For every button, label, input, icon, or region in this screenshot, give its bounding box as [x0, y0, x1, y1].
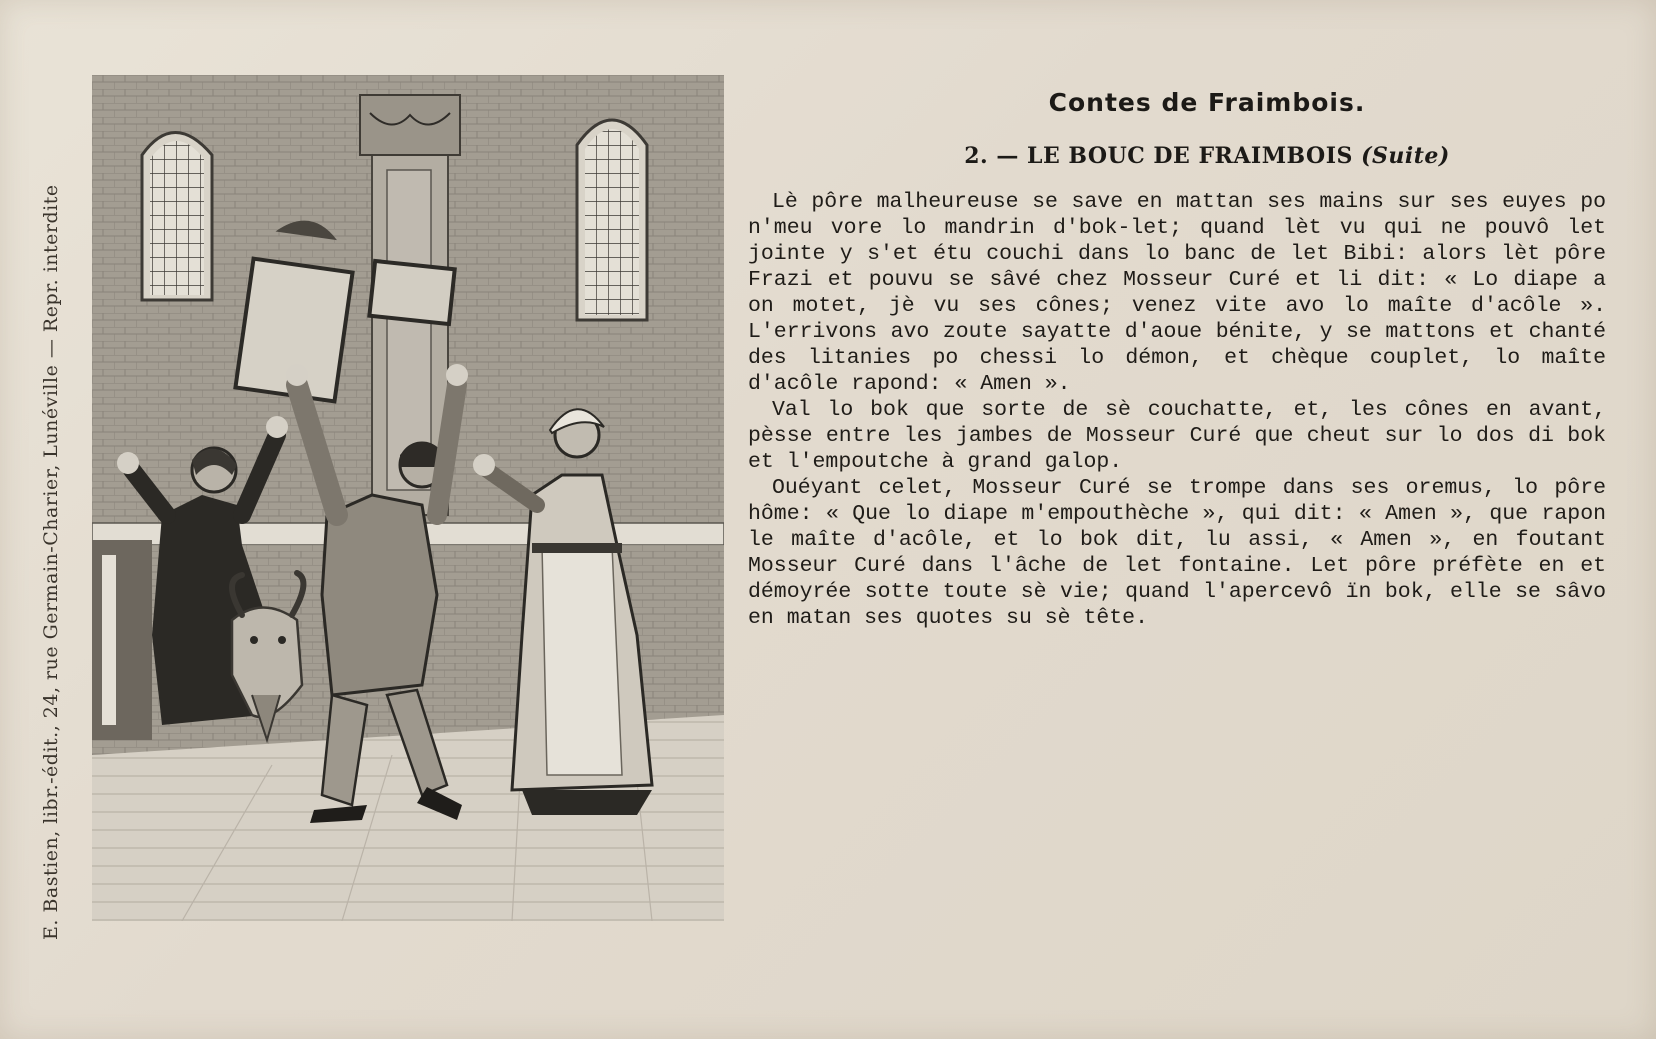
series-title: Contes de Fraimbois.: [1048, 88, 1366, 117]
story-suffix: (Suite): [1361, 143, 1450, 169]
paragraph-2: Val lo bok que sorte de sè couchatte, et, les cônes en avant, pèsse entre les jambes de Mosseur Curé que cheut sur lo dos di bok et l'empoutche à grand galop.: [748, 398, 1606, 474]
story-title-text: LE BOUC DE FRAIMBOIS: [1027, 143, 1353, 169]
paragraph-1: Lè pôre malheureuse se save en mattan ses mains sur ses euyes po n'meu vore lo mandrin d'bok-let; quand lèt vu qui ne pouvô let jointe y s'et étu couchi dans lo banc de let Bibi: alors lèt pôre Frazi et pouvu se sâvé chez Mosseur Curé et li dit: « Lo diape a on motet, jè vu ses cônes; venez vite avo lo maîte d'acôle ». L'errivons avo zoute sayatte d'aoue bénite, y se mattons et chanté des litanies po chessi lo démon, et chèque couplet, lo maîte d'acôle rapond: « Amen ».: [748, 190, 1606, 396]
paragraph-3: Ouéyant celet, Mosseur Curé se trompe dans ses oremus, lo pôre hôme: « Que lo diape m'empouthèche », qui dit: « Amen », que rapon le maîte d'acôle, et lo bok dit, lu assi, « Amen », en foutant Mosseur Curé dans l'âche de let fontaine. Let pôre préfète en et démoyrée sotte toute sè vie; quand l'apercevô ïn bok, elle se sâvo en matan ses quotes su sè tête.: [748, 476, 1606, 630]
church-illustration: [92, 75, 724, 921]
illustration-drawing: [92, 75, 724, 921]
story-number: 2. —: [964, 143, 1019, 169]
text-column: [748, 88, 1606, 631]
publisher-imprint: E. Bastien, libr.-édit., 24, rue Germain-Charier, Lunéville — Repr. interdite: [40, 184, 62, 940]
story-title: [748, 143, 1606, 169]
